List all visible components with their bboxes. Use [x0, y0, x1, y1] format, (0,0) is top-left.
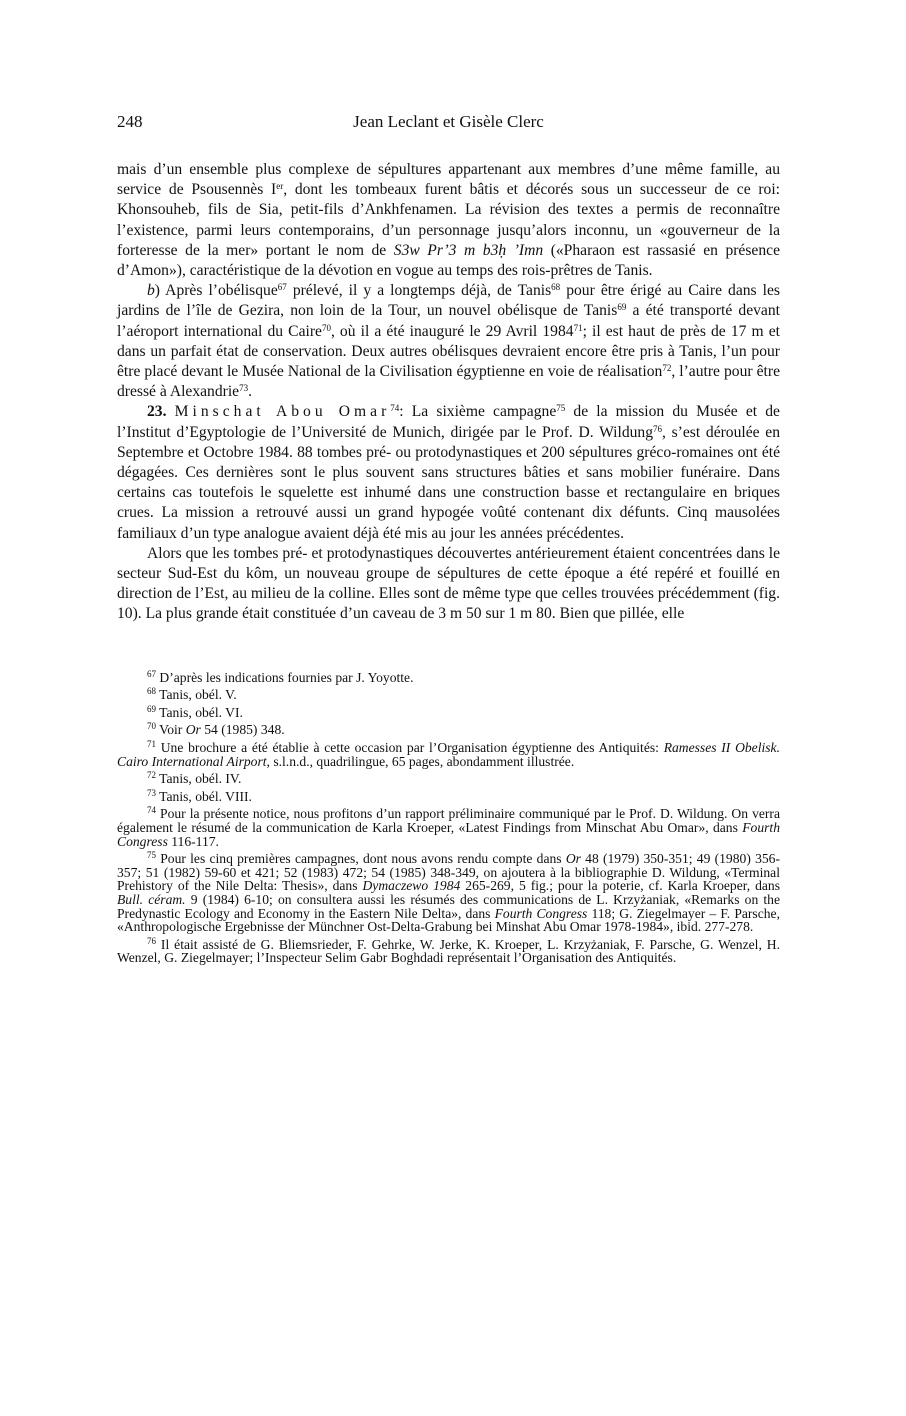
note-ref-67: 67	[277, 282, 287, 293]
note-ref-74: 74	[390, 403, 400, 414]
paragraph-obelisks: b) Après l’obélisque$^{67}$ prélevé, il y a longtemps déjà, de Tanis$^{68}$ pour être érigé au Caire dans les jardins de l’île de Gezira, non loin de la Tour, un nouvel obélisque de Tanis$^{69}$ a été transporté devant l’aéroport international du Caire$^{70}$, où il a été inauguré le 29 Avril 1984$^{71}$; il est haut de près de 17 m et dans un parfait état de conservation. Deux autres obélisques devraient encore être pris à Tanis, l’un pour être placé devant le Musée National de la Civilisation égyptienne en voie de réalisation$^{72}$, l’autre pour être dressé à Alexandrie$^{73}$.	[117, 282, 780, 401]
footnote-73: $^{73}$ Tanis, obél. VIII.	[147, 787, 252, 804]
running-title: Jean Leclant et Gisèle Clerc	[353, 112, 544, 131]
paragraph-tanis-tombs: mais d’un ensemble plus complexe de sépultures appartenant aux membres d’une même famille, au service de Psousennès Ier, dont les tombeaux furent bâtis et décorés sous un successeur de ce roi: Khonsouheb, fils de Sia, petit-fils d’Ankhfenamen. La révision des textes a permis de reconnaître l’existence, parmi leurs contemporains, d’un personnage jusqu’alors inconnu, un «gouverneur de la forteresse de la mer» portant le nom de S3w Pr’3 m b3ḥ ’Imn («Pharaon est rassasié en présence d’Amon»), caractéristique de la dévotion en vogue au temps des rois-prêtres de Tanis.	[117, 161, 781, 280]
site-name: Minschat Abou Omar	[174, 403, 391, 421]
footnote-75: $^{75}$ Pour les cinq premières campagnes, dont nous avons rendu compte dans Or 48 (1979) 350-351; 49 (1980) 356-357; 51 (1982) 59-60 et 421; 52 (1983) 472; 54 (1985) 348-349, on ajoutera à la bibliographie D. Wildung, «Terminal Prehistory of the Nile Delta: Thesis», dans Dymaczewo 1984 265-269, 5 fig.; pour la poterie, cf. Karla Kroeper, dans Bull. céram. 9 (1984) 6-10; on consultera aussi les résumés des communications de L. Krzyżaniak, «Remarks on the Predynastic Ecology and Economy in the Eastern Nile Delta», dans Fourth Congress 118; G. Ziegelmayer – F. Parsche, «Anthropologische Ergebnisse der Münchner Ost-Delta-Grabung bei Minshat Abu Omar 1978-1984», ibid. 277-278.	[117, 850, 781, 935]
note-ref-72: 72	[662, 363, 672, 374]
note-ref-75: 75	[556, 403, 566, 414]
main-text	[117, 160, 780, 625]
footnote-72: $^{72}$ Tanis, obél. IV.	[147, 770, 242, 787]
section-number: 23.	[147, 403, 167, 421]
page	[117, 112, 780, 969]
footnote-69: $^{69}$ Tanis, obél. VI.	[147, 703, 243, 720]
footnote-74: $^{74}$ Pour la présente notice, nous profitons d’un rapport préliminaire communiqué par le Prof. D. Wildung. On verra également le résumé de la communication de Karla Kroeper, «Latest Findings from Minschat Abu Omar», dans Fourth Congress 116-117.	[117, 805, 780, 849]
footnotes	[117, 668, 781, 966]
paragraph-predynastic-tombs: Alors que les tombes pré- et protodynastiques découvertes antérieurement étaient concentrées dans le secteur Sud-Est du kôm, un nouveau groupe de sépultures de cette époque a été repéré et fouillé en direction de l’Est, au milieu de la colline. Elles sont de même type que celles trouvées précédemment (fig. 10). La plus grande était constituée d’un caveau de 3 m 50 sur 1 m 80. Bien que pillée, elle	[117, 544, 780, 623]
note-ref-71: 71	[573, 322, 583, 333]
footnote-68: $^{68}$ Tanis, obél. V.	[147, 686, 237, 703]
footnote-70: $^{70}$ Voir Or 54 (1985) 348.	[147, 721, 285, 738]
footnote-71: $^{71}$ Une brochure a été établie à cette occasion par l’Organisation égyptienne des Antiquités: Ramesses II Obelisk. Cairo International Airport, s.l.n.d., quadrilingue, 65 pages, abondamment illustrée.	[117, 739, 780, 769]
page-number: 248	[117, 112, 143, 131]
paragraph-minschat-abou-omar: 23. Minschat Abou Omar$^{74}$: La sixième campagne$^{75}$ de la mission du Musée et de l’Institut d’Egyptologie de l’Université de Munich, dirigée par le Prof. D. Wildung$^{76}$, s’est déroulée en Septembre et Octobre 1984. 88 tombes pré- ou protodynastiques et 200 sépultures gréco-romaines ont été dégagées. Ces dernières sont le plus souvent sans structures bâties et sans mobilier funéraire. Dans certains cas toutefois le squelette est inhumé dans une construction basse et rectangulaire en briques crues. La mission a retrouvé aussi un grand hypogée voûté contenant dix défunts. Cinq mausolées familiaux d’un type analogue avaient déjà été mis au jour les années précédentes.	[117, 403, 781, 542]
footnote-67: $^{67}$ D’après les indications fournies par J. Yoyotte.	[147, 668, 414, 685]
running-header	[117, 112, 780, 142]
footnote-76: $^{76}$ Il était assisté de G. Bliemsrieder, F. Gehrke, W. Jerke, K. Kroeper, L. Krzyżaniak, F. Parsche, G. Wenzel, H. Wenzel, G. Ziegelmayer; l’Inspecteur Selim Gabr Boghdadi représentait l’Organisation des Antiquités.	[117, 935, 780, 966]
note-ref-68: 68	[551, 282, 561, 293]
note-ref-69: 69	[617, 302, 627, 313]
note-ref-76: 76	[653, 423, 663, 434]
note-ref-73: 73	[239, 383, 249, 394]
note-ref-70: 70	[321, 322, 331, 333]
